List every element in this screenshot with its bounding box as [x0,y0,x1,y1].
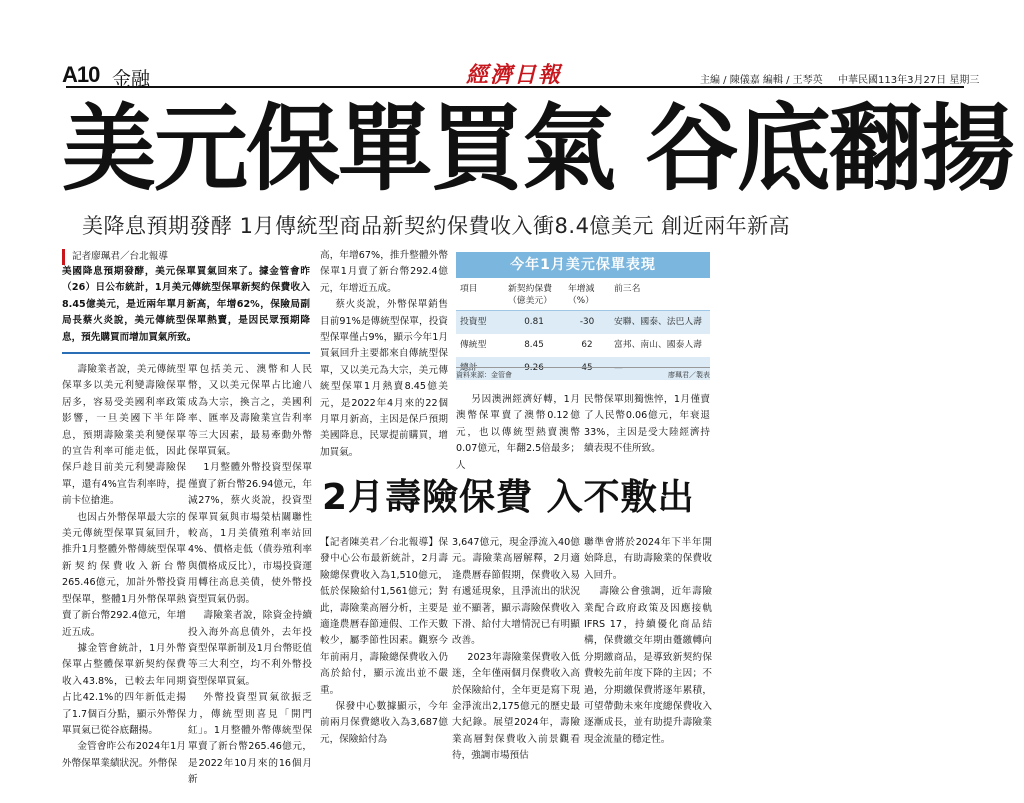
usd-policy-table [456,280,710,380]
main-headline: 美元保單買氣 谷底翻揚 [62,95,1013,204]
table-cell: 0.81 [504,311,564,335]
story1-column-4 [456,392,580,474]
table-cell: 8.45 [524,340,544,350]
paragraph: 聯準會將於2024年下半年開始降息，有助壽險業的保費收入回升。 [584,537,712,581]
table-cell: 安聯、國泰、法巴人壽 [610,311,710,335]
table-cell: — [610,357,710,380]
paragraph: 金管會昨公布2024年1月外幣保單業績狀況。外幣保 [62,741,186,769]
subheadline: 美降息預期發酵 1月傳統型商品新契約保費收入衝8.4億美元 創近兩年新高 [82,214,791,238]
table-cell: 傳統型 [460,340,487,350]
table-row [456,311,710,335]
story1-column-1 [62,362,186,772]
paragraph: 另因澳洲經濟好轉，1月澳幣保單賣了澳幣0.12億元，也以傳統型熱賣澳幣0.07億元，年翻2.5倍最多；人 [456,394,580,471]
page-number: A10 [62,62,100,87]
table-cell: 富邦、南山、國泰人壽 [614,340,702,350]
paragraph: 保發中心數據顯示，今年前兩月保費總收入為3,687億元，保險給付為 [320,701,448,745]
paragraph: 據金管會統計，1月外幣保單占整體保單新契約保費收入43.8%，已較去年同期占比42.1%的四年新低走揚了1.7個百分點，顯示外幣保單買氣已從谷底翻揚。 [62,642,186,736]
second-headline: 2月壽險保費 入不敷出 [322,477,695,518]
table-header-row [456,280,710,311]
story1-column-2 [188,362,312,789]
paragraph: 壽險業者說，美元傳統型保單多以美元利變壽險保單居多，容易受美國利率政策影響，一旦美國下半年降息，預期壽險業美利變保單的宣告利率可能走低，因此保戶趁目前美元利變壽險保單，還有4%宣告利率時，提前卡位搶進。 [62,364,186,507]
table-header: 年增減（%） [564,280,610,311]
story1-column-5 [584,392,710,458]
editor-credits: 主編 / 陳儀嘉 編輯 / 王琴英 [700,75,823,86]
table-source: 資料來源：金管會 [456,371,512,379]
table-row [456,334,710,357]
section-name: 金融 [112,68,151,90]
table-cell: 62 [581,340,593,350]
story2-column-1 [320,535,448,748]
paragraph: 單包括美元、澳幣和人民幣，又以美元保單占比逾八成為大宗，換言之，美國利率、匯率及壽險業宣告利率等三大因素，最易牽動外幣保單買氣。 [188,364,312,458]
paragraph: 【記者陳美君／台北報導】保發中心公布最新統計，2月壽險總保費收入為1,510億元，低於保險給付1,561億元；對此，壽險業高層分析，主要是適逢農曆春節連假、工作天數較少，屬季節性因素。觀察今年前兩月，壽險總保費收入仍高於給付，顯示流出並不嚴重。 [320,537,448,696]
lead-paragraph: 美國降息預期發酵，美元保單買氣回來了。據金管會昨（26）日公布統計，1月美元傳統型保單新契約保費收入8.45億美元，是近兩年單月新高，年增62%，保險局副局長蔡火炎說，美元傳統型保單熱賣，是因民眾預期降息，預先購買而增加買氣所致。 [62,266,310,343]
paragraph: 也因占外幣保單最大宗的美元傳統型保單買氣回升，推升1月整體外幣傳統型保單新契約保費收入新台幣265.46億元，加計外幣投資型保單，整體1月外幣保單熱賣了新台幣292.4億元，年增近五成。 [62,511,186,638]
paragraph: 壽險公會強調，近年壽險業配合政府政策及因應接軌IFRS 17，持續優化商品結構，保費繳交年期由躉繳轉向分期繳商品，是導致新契約保費較先前年度下降的主因；不過，分期繳保費將逐年累積，可望帶動未來年度總保費收入逐漸成長，並有助提升壽險業現金流量的穩定性。 [584,586,712,745]
paragraph: 高，年增67%，推升整體外幣保單1月賣了新台幣292.4億元，年增近五成。 [320,250,448,294]
paragraph: 2023年壽險業保費收入低迷，全年僅兩個月保費收入高於保險給付，全年更是寫下現金淨流出2,175億元的歷史最大紀錄。展望2024年，壽險業高層對保費收入前景觀看待，強調市場預估 [452,651,580,762]
table-title: 今年1月美元保單表現 [456,252,710,278]
byline: 記者廖珮君／台北報導 [62,249,322,265]
paragraph: 壽險業者說，除資金持續投入海外高息債外，去年投資型保單新制及1月台幣貶值等三大利空，均不利外幣投資型保單買氣。 [188,610,312,687]
paragraph: 3,647億元，現金淨流入40億元。壽險業高層解釋，2月適逢農曆春節假期，保費收入易有遞延現象，且淨流出的狀況並不顯著，顯示壽險保費收入下滑、給付大增情況已有明顯改善。 [452,537,580,647]
lead-divider [62,352,310,354]
table-header: 項目 [456,280,504,311]
paragraph: 外幣投資型買氣欲振乏力，傳統型則喜見「開門紅」。1月整體外幣傳統型保單賣了新台幣265.46億元，是2022年10月來的16個月新 [188,692,312,786]
story1-column-3 [320,248,448,461]
paragraph: 1月整體外幣投資型保單僅賣了新台幣26.94億元，年減27%，蔡火炎說，投資型保單買氣與市場榮枯關聯性較高，1月美債殖利率站回4%、價格走低（債券殖利率與價格成反比），市場投資運用轉往高息美債，使外幣投資型買氣仍弱。 [188,462,312,605]
header-rule [66,86,964,88]
story2-column-3 [584,535,712,748]
table-cell: 投資型 [456,311,504,335]
table-footer [456,367,710,380]
table-cell: -30 [564,311,610,335]
newspaper-masthead: 經濟日報 [466,62,563,88]
paragraph: 蔡火炎說，外幣保單銷售目前91%是傳統型保單，投資型保單僅占9%，顯示今年1月買氣回升主要都來自傳統型保單，又以美元為大宗，美元傳統型保單1月熱賣8.45億美元，是2022年4月來的22個月單月新高，主因是保戶預期美國降息，民眾提前購買，增加買氣。 [320,299,448,458]
table-cell: 總計 [456,357,504,380]
table-header: 新契約保費（億美元） [504,280,564,311]
table-cell: 9.26 [504,357,564,380]
paragraph: 民幣保單則獨憔悴，1月僅賣了人民幣0.06億元，年衰退33%，主因是受大陸經濟持續表現不佳所致。 [584,394,710,455]
table-credit: 廖珮君／製表 [668,371,710,379]
table-cell: 45 [564,357,610,380]
table-header: 前三名 [610,280,710,311]
story2-column-2 [452,535,580,765]
publication-date: 中華民國113年3月27日 星期三 [838,75,980,86]
